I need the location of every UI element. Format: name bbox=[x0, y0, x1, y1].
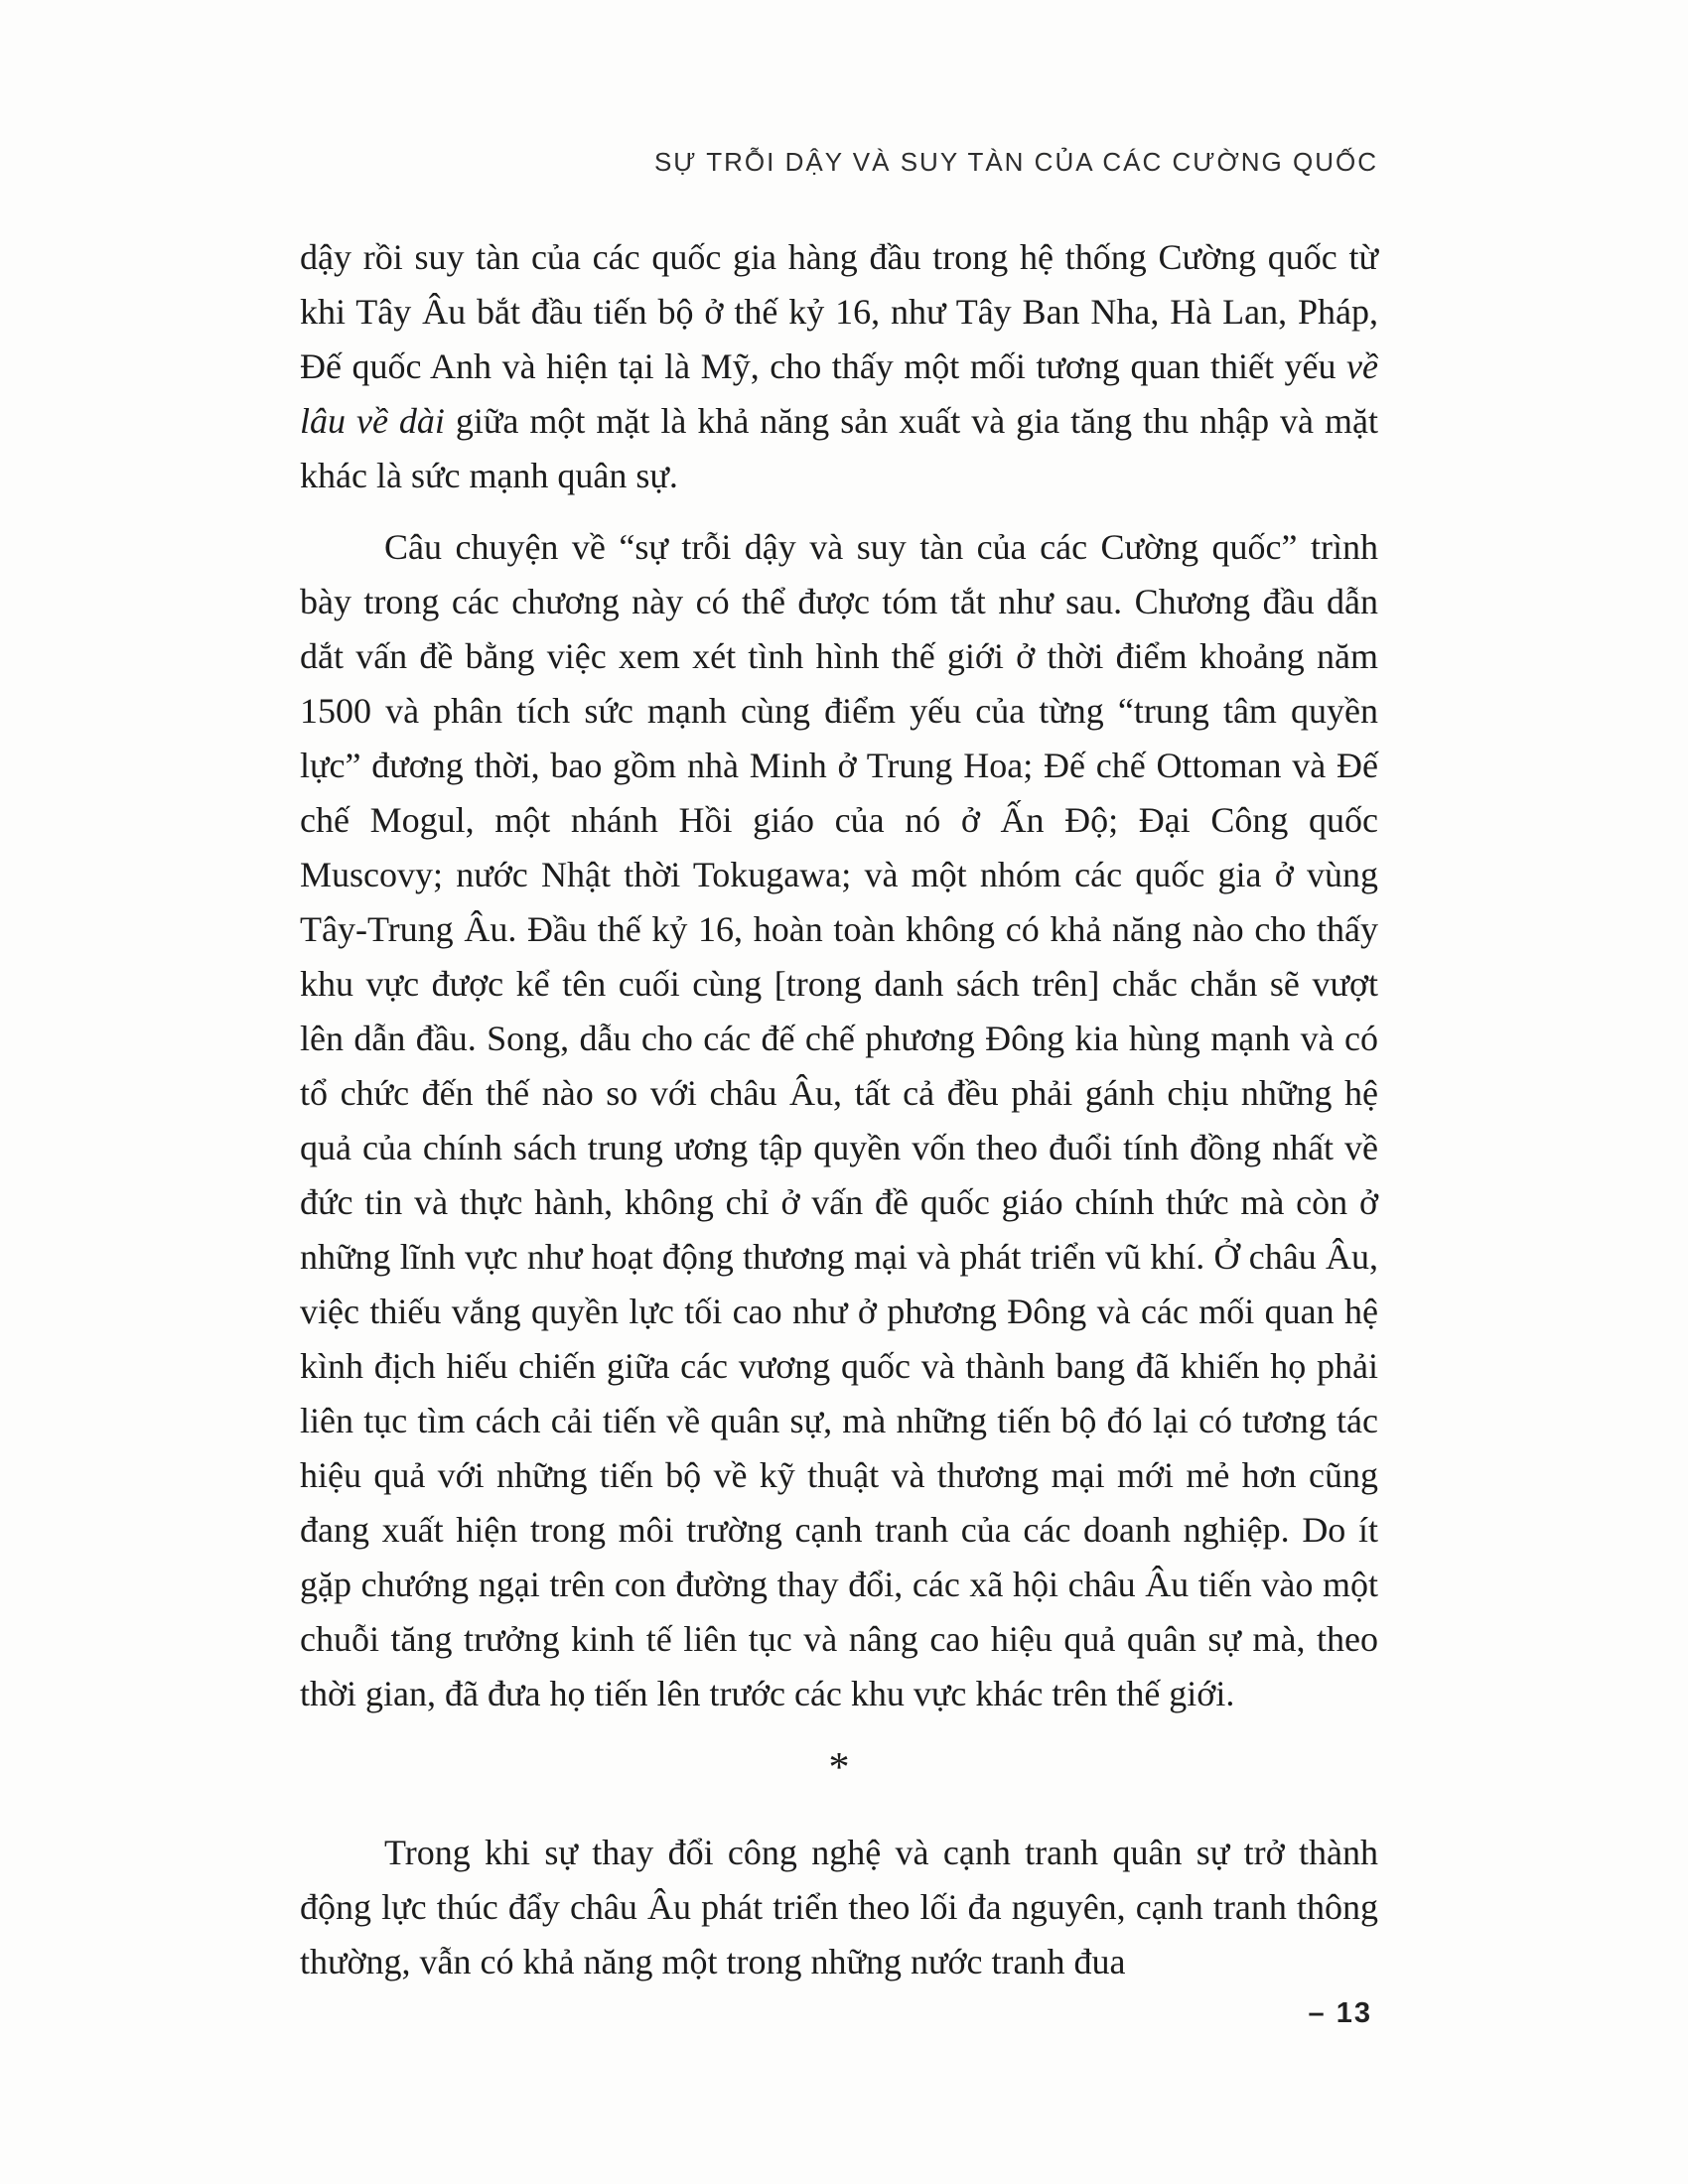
paragraph-1-text: dậy rồi suy tàn của các quốc gia hàng đầu trong hệ thống Cường quốc từ khi Tây Âu bắt đầu tiến bộ ở thế kỷ 16, như Tây Ban Nha, Hà Lan, Pháp, Đế quốc Anh và hiện tại là Mỹ, cho thấy một mối tương quan thiết yếu bbox=[300, 237, 1378, 386]
running-header: SỰ TRỖI DẬY VÀ SUY TÀN CỦA CÁC CƯỜNG QUỐC bbox=[653, 147, 1378, 177]
page-number: – 13 bbox=[1308, 1997, 1372, 2029]
paragraph-summary: Câu chuyện về “sự trỗi dậy và suy tàn của các Cường quốc” trình bày trong các chương này có thể được tóm tắt như sau. Chương đầu dẫn dắt vấn đề bằng việc xem xét tình hình thế giới ở thời điểm khoảng năm 1500 và phân tích sức mạnh cùng điểm yếu của từng “trung tâm quyền lực” đương thời, bao gồm nhà Minh ở Trung Hoa; Đế chế Ottoman và Đế chế Mogul, một nhánh Hồi giáo của nó ở Ấn Độ; Đại Công quốc Muscovy; nước Nhật thời Tokugawa; và một nhóm các quốc gia ở vùng Tây-Trung Âu. Đầu thế kỷ 16, hoàn toàn không có khả năng nào cho thấy khu vực được kể tên cuối cùng [trong danh sách trên] chắc chắn sẽ vượt lên dẫn đầu. Song, dẫu cho các đế chế phương Đông kia hùng mạnh và có tổ chức đến thế nào so với châu Âu, tất cả đều phải gánh chịu những hệ quả của chính sách trung ương tập quyền vốn theo đuổi tính đồng nhất về đức tin và thực hành, không chỉ ở vấn đề quốc giáo chính thức mà còn ở những lĩnh vực như hoạt động thương mại và phát triển vũ khí. Ở châu Âu, việc thiếu vắng quyền lực tối cao như ở phương Đông và các mối quan hệ kình địch hiếu chiến giữa các vương quốc và thành bang đã khiến họ phải liên tục tìm cách cải tiến về quân sự, mà những tiến bộ đó lại có tương tác hiệu quả với những tiến bộ về kỹ thuật và thương mại mới mẻ hơn cũng đang xuất hiện trong môi trường cạnh tranh của các doanh nghiệp. Do ít gặp chướng ngại trên con đường thay đổi, các xã hội châu Âu tiến vào một chuỗi tăng trưởng kinh tế liên tục và nâng cao hiệu quả quân sự mà, theo thời gian, đã đưa họ tiến lên trước các khu vực khác trên thế giới. bbox=[300, 527, 1378, 1713]
section-break-asterisk: * bbox=[828, 1745, 850, 1791]
paragraph-continuation bbox=[300, 230, 1378, 503]
body-text bbox=[300, 230, 1378, 1989]
paragraph-1-text-after: giữa một mặt là khả năng sản xuất và gia tăng thu nhập và mặt khác là sức mạnh quân sự. bbox=[300, 401, 1378, 495]
italic-phrase: về lâu về dài bbox=[300, 346, 1378, 441]
paragraph-closing: Trong khi sự thay đổi công nghệ và cạnh tranh quân sự trở thành động lực thúc đẩy châu Âu phát triển theo lối đa nguyên, cạnh tranh thông thường, vẫn có khả năng một trong những nước tranh đua bbox=[300, 1833, 1378, 1981]
